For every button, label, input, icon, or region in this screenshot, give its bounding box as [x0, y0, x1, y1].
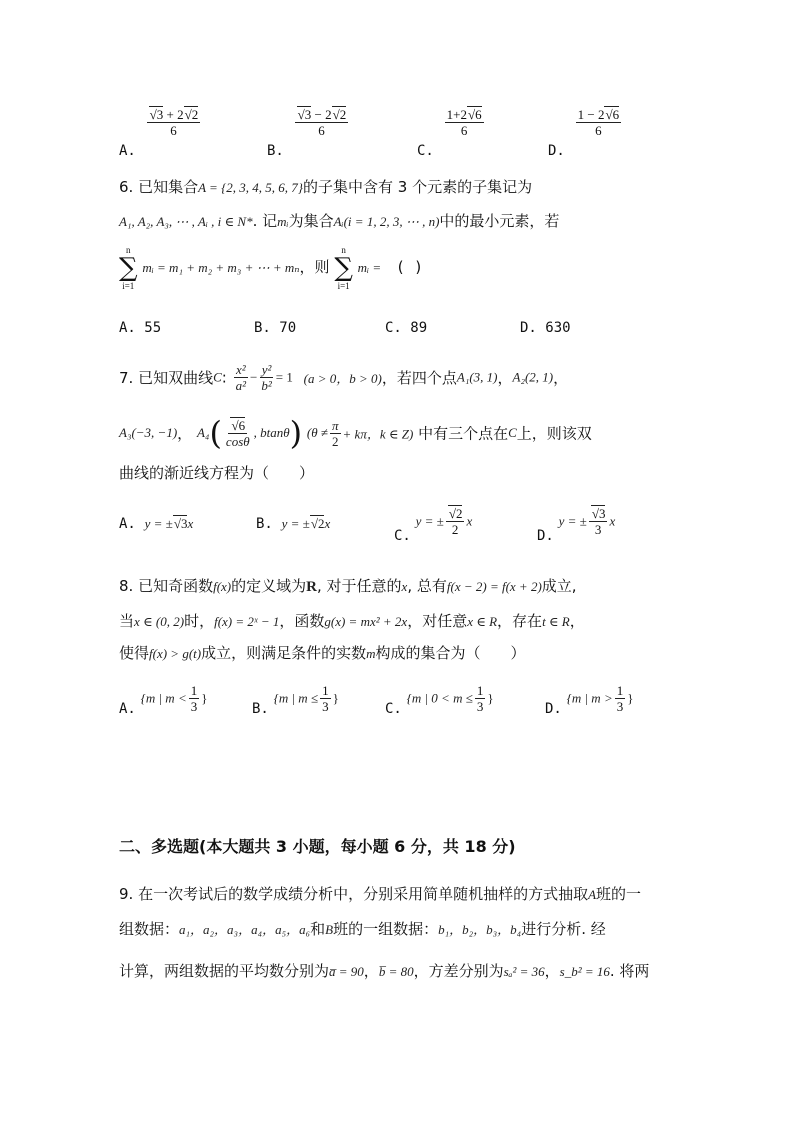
- q6-line-2: A₁, A₂, A₃, ⋯ , Aᵢ , i ∈ N*. 记mᵢ为集合Aᵢ(i = 1, 2, 3, ⋯ , n)中的最小元素，若: [119, 212, 560, 230]
- sum-symbol-2: n ∑ i=1: [334, 245, 353, 291]
- q9-line-3: 计算，两组数据的平均数分别为a̅ = 90，b̅ = 80，方差分别为sₐ² = 36，s_b² = 16. 将两: [119, 962, 650, 980]
- q7-option-c: C. y = ± √ $\frac{2}{2}$ x: [394, 506, 472, 537]
- q6-option-d: D. 630: [520, 320, 571, 336]
- x2-over-a2: $\frac{\text{x²}}{\text{a²}}$: [235, 362, 247, 393]
- q5-option-a: [119, 107, 202, 159]
- q7-option-b: B. y = ±√ 2x: [256, 514, 330, 532]
- y2-over-b2: $\frac{\text{y²}}{\text{b²}}$: [261, 362, 272, 393]
- q5-option-b: [267, 107, 350, 159]
- q6-option-c: C. 89: [385, 320, 428, 336]
- q7-line-1: 7. 已知双曲线C: $\frac{\text{x²}}{\text{a²}}$ − $\frac{\text{y²}}{\text{b²}}$ = 1 (a > 0，b > 0)，若四个点A₁(3, 1)，A₂(2, 1)，: [119, 362, 569, 393]
- option-letter: D.: [548, 142, 565, 159]
- q5-option-c: [417, 107, 486, 159]
- q6-line-3: n ∑ i=1 mᵢ = m₁ + m₂ + m₃ + ⋯ + mₙ，则 n ∑ i=1 mᵢ = ( ): [119, 245, 424, 291]
- left-paren: (: [209, 414, 222, 452]
- q6-line-1: 6. 已知集合A = {2, 3, 4, 5, 6, 7}的子集中含有 3 个元素的子集记为: [119, 178, 533, 196]
- q8-line-2: 当x ∈ (0, 2)时，f(x) = 2ˣ − 1，函数g(x) = mx² + 2x，对任意x ∈ R，存在t ∈ R，: [119, 612, 585, 630]
- q7-option-a: A. y = ±√ 3x: [119, 514, 193, 532]
- right-paren: ): [289, 414, 303, 452]
- q5-d-fraction: $\frac{1 - 2√ 6}{6}$: [576, 107, 621, 138]
- pi-over-2: $\frac{\pi}{2}$: [332, 417, 339, 449]
- sqrt2-over-2: √ $\frac{2}{2}$: [446, 506, 465, 537]
- q9-line-2: 组数据：a₁，a₂，a₃，a₄，a₅，a₆和B班的一组数据：b₁，b₂，b₃，b₄进行分析. 经: [119, 920, 606, 938]
- sqrt3-over-3: √ $\frac{3}{3}$: [589, 506, 608, 537]
- q7-line-3: 曲线的渐近线方程为（ ）: [119, 464, 315, 482]
- section-heading: 二、多选题(本大题共 3 小题，每小题 6 分，共 18 分): [119, 837, 516, 856]
- q8-option-d: D. {m | m > $\frac{1}{3}$ }: [545, 683, 634, 717]
- q8-option-a: A. {m | m < $\frac{1}{3}$ }: [119, 683, 208, 717]
- q9-line-1: 9. 在一次考试后的数学成绩分析中，分别采用简单随机抽样的方式抽取A班的一: [119, 885, 642, 903]
- option-letter: B.: [267, 142, 284, 159]
- q5-b-fraction: √ $\frac{3 - 2√ 2}{6}$: [295, 107, 349, 138]
- sqrt-3: √ 3: [149, 106, 164, 122]
- q8-option-b: B. {m | m ≤ $\frac{1}{3}$ }: [252, 683, 339, 717]
- q6-option-a: A. 55: [119, 320, 162, 336]
- q7-option-d: D. y = ± √ $\frac{3}{3}$ x: [537, 506, 615, 537]
- q5-option-d: [548, 107, 623, 159]
- q5-a-fraction: √ $\frac{3 + 2√ 2}{6}$: [147, 107, 201, 138]
- q8-option-c: C. {m | 0 < m ≤ $\frac{1}{3}$ }: [385, 683, 494, 717]
- option-letter: A.: [119, 142, 136, 159]
- sum-symbol-1: n ∑ i=1: [119, 245, 138, 291]
- option-letter: C.: [417, 142, 434, 159]
- q7-line-2: A₃(−3, −1)， A₄( √ $\frac{6}{\cos\theta}$ , btanθ) (θ ≠ $\frac{\pi}{2}$ + kπ，k ∈ Z) 中有三个点在C上，则该双: [119, 414, 592, 452]
- q8-line-1: 8. 已知奇函数f(x)的定义域为R, 对于任意的x, 总有f(x − 2) = f(x + 2)成立,: [119, 577, 577, 595]
- q8-line-3: 使得f(x) > g(t)成立，则满足条件的实数m构成的集合为（ ）: [119, 644, 526, 662]
- sqrt6-over-cos: √ $\frac{6}{\cos\theta}$: [224, 418, 252, 449]
- q5-c-fraction: $\frac{1+2√ 6}{6}$: [445, 107, 484, 138]
- q6-option-b: B. 70: [254, 320, 297, 336]
